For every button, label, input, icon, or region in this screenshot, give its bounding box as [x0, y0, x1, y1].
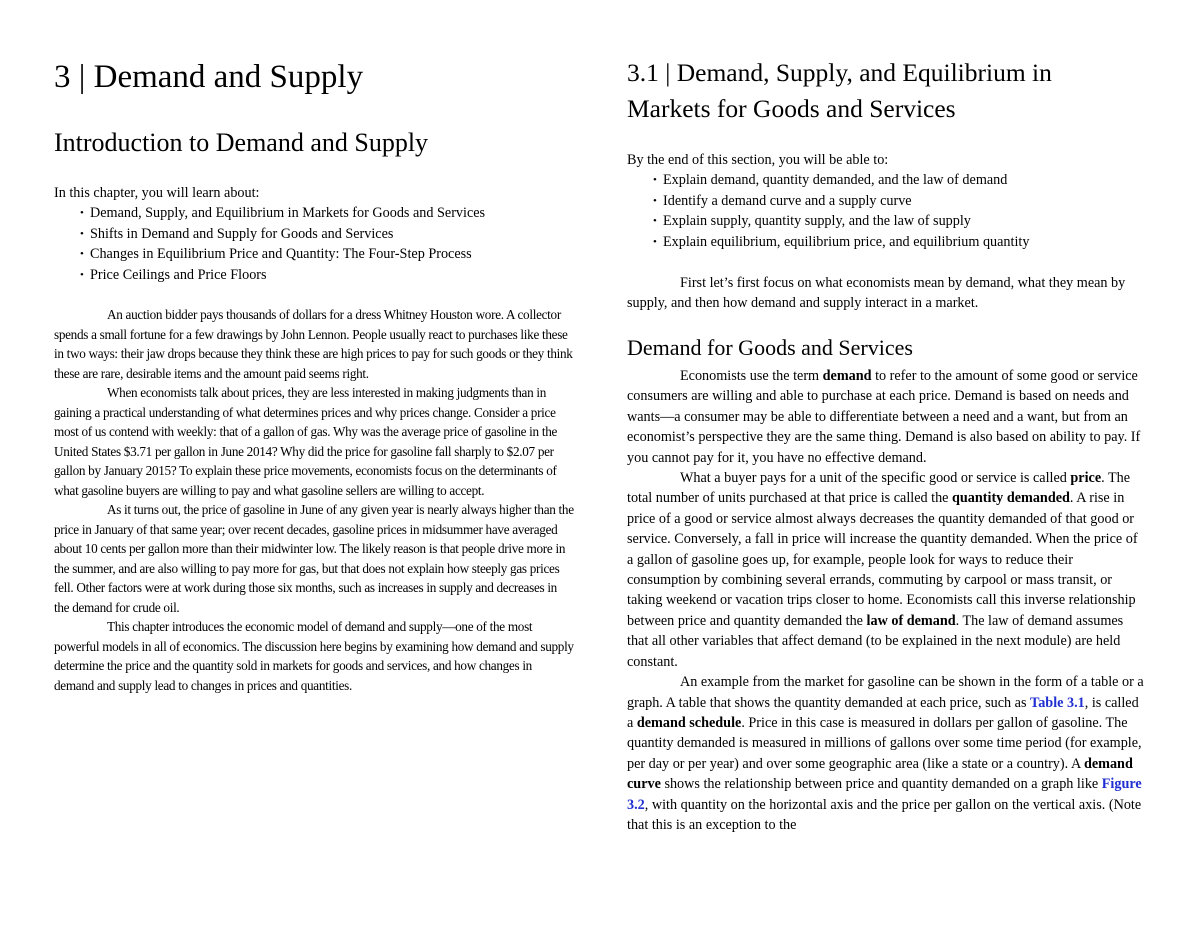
body-paragraph: When economists talk about prices, they are less interested in making judgments than in gaining a practical understanding of what determines prices and why prices change. Consider a price most of us contend with weekly: that of a gallon of gas. Why was the average price of gasoline in the United States $3.71 per gallon in June 2014? Why did the price for gasoline fall sharply to $2.07 per gallon by January 2015? To explain these price movements, economists focus on the determinants of what gasoline buyers are willing to pay and what gasoline sellers are willing to accept.	[54, 385, 558, 498]
topic-item: • Demand, Supply, and Equilibrium in Markets for Goods and Services	[80, 203, 574, 223]
text-run: What a buyer pays for a unit of the specific good or service is called	[680, 470, 1071, 487]
objectives-block	[627, 150, 1147, 252]
demand-body	[627, 366, 1147, 835]
topic-item: • Shifts in Demand and Supply for Goods and Services	[80, 224, 574, 244]
objectives-intro: By the end of this section, you will be able to:	[627, 152, 889, 168]
text-run: , is called a	[627, 694, 1139, 731]
objective-item: • Explain demand, quantity demanded, and the law of demand	[653, 170, 1147, 190]
term-demand-schedule: demand schedule	[636, 714, 742, 731]
term-demand-curve: demand curve	[627, 755, 1133, 793]
focus-paragraph: First let’s first focus on what economists mean by demand, what they mean by supply, and then how demand and supply interact in a market.	[627, 275, 1126, 312]
objectives-list	[627, 170, 1147, 252]
topic-list	[54, 203, 574, 285]
term-quantity-demanded: quantity demanded	[952, 490, 1070, 507]
topic-item: • Changes in Equilibrium Price and Quantity: The Four-Step Process	[80, 244, 574, 264]
term-demand: demand	[822, 368, 872, 384]
learn-intro: In this chapter, you will learn about:	[54, 185, 260, 201]
body-paragraph: As it turns out, the price of gasoline in June of any given year is nearly always higher than the price in January of that same year; over recent decades, gasoline prices in midsummer have averaged about 10 cents per gallon more than their midwinter low. The likely reason is that people drive more in the summer, and are also willing to pay more for gas, but that does not explain how steeply gas prices fell. Other factors were at work during those six months, such as increases in supply and decreases in the demand for crude oil.	[54, 502, 574, 615]
demand-paragraph-1	[627, 366, 1147, 468]
demand-heading: Demand for Goods and Services	[627, 335, 913, 360]
text-run: . The total number of units purchased at that price is called the	[627, 470, 1131, 507]
text-run: shows the relationship between price and quantity demanded on a graph like	[660, 776, 1102, 793]
text-run: , with quantity on the horizontal axis and the price per gallon on the vertical axis. (Note that this is an exception to the	[627, 796, 1142, 833]
table-link[interactable]: Table 3.1	[1030, 694, 1085, 711]
text-run: to refer to the amount of some good or service consumers are willing and able to purchase at each price. Demand is based on needs and wants—a consumer may be able to differentiate between a need and a want, but from an economist’s perspective they are the same thing. Demand is also based on ability to pay. If you cannot pay for it, you have no effective demand.	[627, 368, 1141, 466]
intro-body	[54, 305, 574, 695]
chapter-title: 3 | Demand and Supply	[54, 59, 364, 95]
text-run: . A rise in price of a good or service almost always decreases the quantity demanded of that good or service. Conversely, a fall in price will increase the quantity demanded. When the price of a gallon of gasoline goes up, for example, people look for ways to reduce their consumption by combining several errands, commuting by carpool or mass transit, or taking weekend or vacation trips closer to home. Economists call this inverse relationship between price and quantity demanded the	[627, 490, 1138, 629]
focus-block	[627, 273, 1147, 314]
term-law-of-demand: law of demand	[866, 612, 956, 629]
text-run: An example from the market for gasoline can be shown in the form of a table or a graph. A table that shows the quantity demanded at each price, such as	[627, 674, 1144, 711]
demand-paragraph-2	[627, 468, 1147, 672]
text-run: Economists use the term	[680, 368, 823, 384]
text-run: . The law of demand assumes that all other variables that affect demand (to be explained in the next module) are held constant.	[627, 612, 1124, 670]
figure-link[interactable]: Figure 3.2	[627, 776, 1142, 813]
learn-list-block	[54, 183, 574, 285]
term-price: price	[1070, 470, 1102, 487]
body-paragraph: This chapter introduces the economic model of demand and supply—one of the most powerful models in all of economics. The discussion here begins by examining how demand and supply determine the price and the quantity sold in markets for goods and services, and how changes in demand and supply lead to changes in prices and quantities.	[54, 619, 574, 693]
body-paragraph: An auction bidder pays thousands of dollars for a dress Whitney Houston wore. A collector spends a small fortune for a few drawings by John Lennon. People usually react to purchases like these in two ways: their jaw drops because they think these are high prices to pay for such goods or they think these are rare, desirable items and the amount paid seems right.	[54, 307, 573, 381]
intro-heading: Introduction to Demand and Supply	[54, 128, 429, 157]
demand-paragraph-3	[627, 672, 1147, 835]
objective-item: • Explain supply, quantity supply, and the law of supply	[653, 211, 1147, 231]
objective-item: • Identify a demand curve and a supply curve	[653, 191, 1147, 211]
text-run: . Price in this case is measured in dollars per gallon of gasoline. The quantity demanded is measured in millions of gallons over some time period (for example, per day or per year) and over some geographic area (like a state or a country). A	[627, 714, 1142, 772]
section-title: 3.1 | Demand, Supply, and Equilibrium in Markets for Goods and Services	[627, 58, 1052, 123]
objective-item: • Explain equilibrium, equilibrium price, and equilibrium quantity	[653, 232, 1147, 252]
topic-item: • Price Ceilings and Price Floors	[80, 265, 574, 285]
